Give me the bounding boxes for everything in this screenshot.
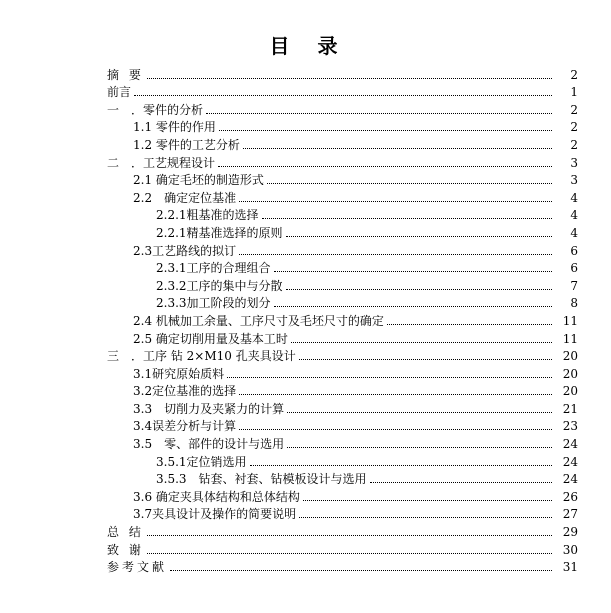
dot-leader	[239, 254, 552, 255]
toc-entry-page: 11	[562, 331, 578, 346]
toc-entry	[107, 258, 578, 276]
toc-entry-page: 1	[570, 85, 578, 100]
toc-entry-page: 4	[570, 208, 578, 223]
toc-entry-page: 23	[562, 419, 578, 434]
toc-entry-page: 4	[570, 225, 578, 240]
dot-leader	[239, 394, 552, 395]
toc-entry-label: 1.1 零件的作用	[133, 120, 216, 135]
toc-entry	[107, 152, 578, 170]
toc-entry-page: 3	[570, 155, 578, 170]
toc-entry-page: 11	[562, 313, 578, 328]
dot-leader	[147, 553, 552, 554]
toc-entry-label: 1.2 零件的工艺分析	[133, 137, 240, 152]
toc-entry-page: 20	[562, 366, 578, 381]
toc-entry	[107, 275, 578, 293]
toc-entry-page: 2	[570, 67, 578, 82]
toc-entry	[107, 363, 578, 381]
toc-entry-page: 3	[570, 173, 578, 188]
toc-entry-page: 20	[562, 349, 578, 364]
toc-entry-page: 21	[562, 401, 578, 416]
dot-leader	[239, 201, 552, 202]
toc-entry-label: 2.4 机械加工余量、工序尺寸及毛坯尺寸的确定	[133, 313, 384, 328]
toc-entry	[107, 170, 578, 188]
dot-leader	[274, 271, 552, 272]
dot-leader	[147, 78, 552, 79]
toc-entry	[107, 82, 578, 100]
toc-entry-page: 2	[570, 137, 578, 152]
toc-entry-page: 26	[562, 489, 578, 504]
toc-entry	[107, 134, 578, 152]
toc-entry-page: 31	[562, 560, 578, 575]
toc-entry-page: 2	[570, 102, 578, 117]
toc-entry	[107, 557, 578, 575]
toc-entry	[107, 398, 578, 416]
dot-leader	[286, 289, 552, 290]
toc-entry-label: 2.3工艺路线的拟订	[133, 243, 237, 258]
dot-leader	[274, 306, 552, 307]
toc-entry-label: 三 ．工序 钻 2×M10 孔夹具设计	[107, 349, 296, 364]
toc-entry-label: 3.4误差分析与计算	[133, 419, 237, 434]
toc-entry-page: 2	[570, 120, 578, 135]
dot-leader	[370, 482, 552, 483]
toc-entry-page: 8	[570, 296, 578, 311]
toc-entry	[107, 117, 578, 135]
toc-entry	[107, 433, 578, 451]
toc-entry	[107, 486, 578, 504]
toc-entry	[107, 64, 578, 82]
dot-leader	[218, 166, 552, 167]
toc-entry-label: 3.7夹具设计及操作的简要说明	[133, 507, 297, 522]
toc-entry	[107, 381, 578, 399]
toc-entry	[107, 451, 578, 469]
toc-entry-label: 3.5.1定位销选用	[156, 454, 247, 469]
toc-entry-page: 29	[562, 525, 578, 540]
toc-entry-label: 3.5.3 钻套、衬套、钻模板设计与选用	[156, 472, 367, 487]
toc-entry-label: 2.3.1工序的合理组合	[156, 261, 271, 276]
toc-entry-page: 6	[570, 261, 578, 276]
toc-entry	[107, 521, 578, 539]
toc-entry-page: 24	[562, 472, 578, 487]
toc-entry	[107, 328, 578, 346]
toc-entry	[107, 504, 578, 522]
dot-leader	[299, 359, 552, 360]
dot-leader	[299, 517, 552, 518]
dot-leader	[291, 342, 552, 343]
dot-leader	[287, 447, 552, 448]
toc-entry-page: 27	[562, 507, 578, 522]
toc-entry-label: 3.5 零、部件的设计与选用	[133, 437, 285, 452]
toc-entry-label: 3.3 切削力及夹紧力的计算	[133, 401, 285, 416]
toc-entry-label: 参考文献	[107, 560, 168, 575]
toc-entry-label: 2.2.1粗基准的选择	[156, 208, 259, 223]
toc-entry	[107, 539, 578, 557]
toc-entry-label: 总 结	[107, 525, 144, 540]
toc-entry-page: 20	[562, 384, 578, 399]
toc-entry-label: 致 谢	[107, 542, 144, 557]
toc-entry-page: 30	[562, 542, 578, 557]
dot-leader	[206, 113, 552, 114]
toc-entry-label: 3.6 确定夹具体结构和总体结构	[133, 489, 300, 504]
toc-entry-page: 4	[570, 190, 578, 205]
toc-entry-label: 2.2 确定定位基准	[133, 190, 237, 205]
toc-entry	[107, 222, 578, 240]
dot-leader	[286, 236, 552, 237]
toc-entry	[107, 205, 578, 223]
toc-entry-label: 前言	[107, 85, 132, 100]
toc-entry-label: 3.2定位基准的选择	[133, 384, 237, 399]
toc-entry-page: 6	[570, 243, 578, 258]
dot-leader	[262, 218, 552, 219]
dot-leader	[267, 183, 552, 184]
toc-entry	[107, 187, 578, 205]
toc-entry-page: 7	[570, 278, 578, 293]
dot-leader	[170, 570, 552, 571]
dot-leader	[287, 412, 552, 413]
toc-entry	[107, 346, 578, 364]
toc-title: 目 录	[269, 34, 342, 58]
dot-leader	[387, 324, 552, 325]
dot-leader	[303, 500, 552, 501]
dot-leader	[239, 429, 552, 430]
toc-entry	[107, 293, 578, 311]
toc-entry-page: 24	[562, 454, 578, 469]
toc-entry-label: 二 ．工艺规程设计	[107, 155, 216, 170]
toc-entry-label: 2.5 确定切削用量及基本工时	[133, 331, 288, 346]
dot-leader	[134, 95, 552, 96]
toc-entry	[107, 416, 578, 434]
toc-entry-label: 2.2.1精基准选择的原则	[156, 225, 283, 240]
dot-leader	[219, 130, 552, 131]
toc-entry	[107, 469, 578, 487]
toc-entry-label: 摘 要	[107, 67, 144, 82]
toc-entry-label: 3.1研究原始质料	[133, 366, 225, 381]
dot-leader	[250, 465, 552, 466]
table-of-contents	[107, 64, 578, 574]
toc-entry	[107, 99, 578, 117]
toc-entry	[107, 310, 578, 328]
toc-entry-label: 一 ．零件的分析	[107, 102, 204, 117]
toc-entry	[107, 240, 578, 258]
toc-entry-page: 24	[562, 437, 578, 452]
dot-leader	[243, 148, 552, 149]
toc-entry-label: 2.3.3加工阶段的划分	[156, 296, 271, 311]
dot-leader	[227, 377, 552, 378]
dot-leader	[147, 535, 552, 536]
toc-entry-label: 2.1 确定毛坯的制造形式	[133, 173, 264, 188]
toc-entry-label: 2.3.2工序的集中与分散	[156, 278, 283, 293]
